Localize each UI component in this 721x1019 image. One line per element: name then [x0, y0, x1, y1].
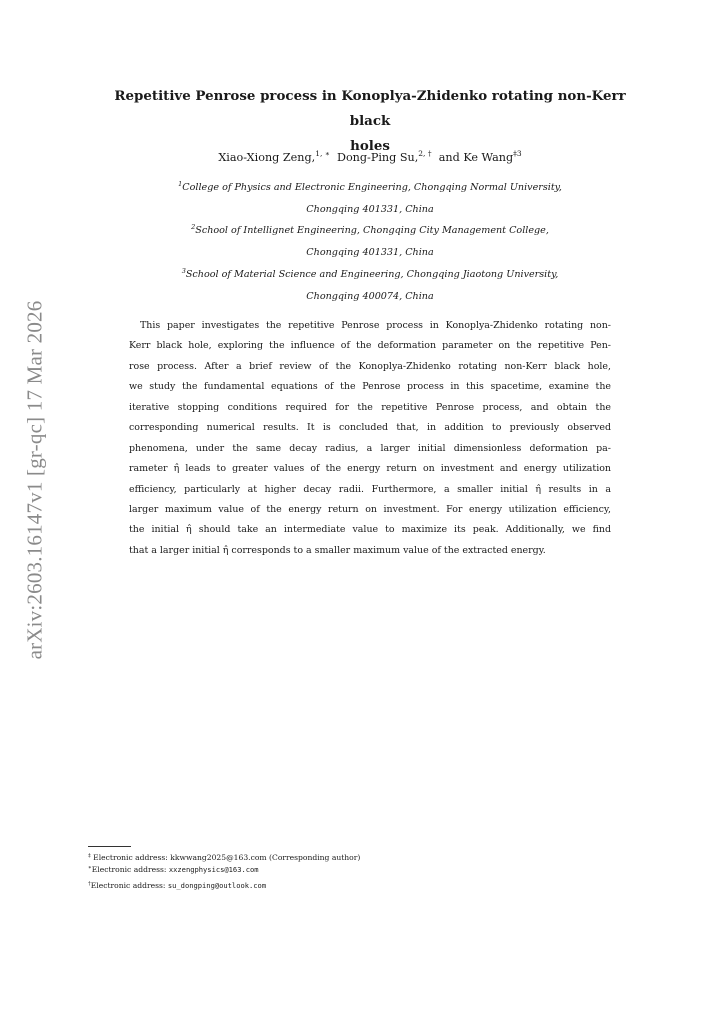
affiliation-line: Chongqing 401331, China — [306, 203, 434, 215]
abstract-line: Kerr black hole, exploring the influence of the deformation parameter on the repetitive Pen- — [129, 340, 611, 352]
footnote-label: Electronic address: — [91, 865, 167, 874]
email-link[interactable]: su_dongping@outlook.com — [167, 881, 267, 890]
footnote — [88, 852, 360, 864]
affiliation-mark: 2 — [191, 223, 196, 232]
affiliation-line: $^2$School of Intellignet Engineering, Chongqing City Management College, — [191, 223, 549, 237]
affiliation-line: $^3$School of Material Science and Engineering, Chongqing Jiaotong University, — [181, 266, 559, 280]
abstract-line: This paper investigates the repetitive Penrose process in Konoplya-Zhidenko rotating non- — [140, 320, 611, 331]
abstract-line: that a larger initial η̂ corresponds to a smaller maximum value of the extracted energy. — [129, 544, 546, 556]
footnote-label: Electronic address: — [93, 853, 168, 862]
abstract-line: larger maximum value of the energy return on investment. For energy utilization efficiency, — [129, 503, 611, 515]
email-link[interactable]: xxzengphysics@163.com — [168, 865, 259, 874]
abstract-line: rameter η̂ leads to greater values of the energy return on investment and energy utilization — [129, 463, 611, 475]
abstract-line: the initial η̂ should take an intermediate value to maximize its peak. Additionally, we find — [129, 524, 611, 536]
footnote — [88, 864, 259, 876]
title-line-2: holes — [350, 138, 390, 154]
paper-title — [100, 84, 640, 159]
footnote — [88, 880, 266, 892]
author-connector: and — [438, 151, 460, 164]
author-name: Xiao-Xiong Zeng, — [218, 151, 316, 164]
footnote-mark: ∗ — [88, 865, 92, 871]
author-mark: 1, ∗ — [315, 149, 330, 158]
author-mark: 2, † — [418, 149, 432, 158]
abstract-line: corresponding numerical results. It is concluded that, in addition to previously observed — [129, 422, 611, 434]
affiliation-mark: 1 — [178, 180, 183, 188]
abstract-line: phenomena, under the same decay radius, a larger initial dimensionless deformation pa- — [129, 442, 611, 454]
affiliation-line: Chongqing 400074, China — [306, 290, 434, 302]
footnote-mark: ‡ — [88, 853, 91, 859]
footnote-note: (Corresponding author) — [269, 853, 361, 862]
footnote-label: Electronic address: — [90, 881, 166, 890]
arxiv-stamp — [20, 300, 50, 660]
author-name: Ke Wang — [463, 151, 514, 164]
author-mark: ‡3 — [513, 149, 522, 158]
footnote-mark: † — [88, 881, 91, 887]
abstract-line: iterative stopping conditions required for the repetitive Penrose process, and obtain the — [129, 401, 611, 413]
footnote-rule — [88, 846, 131, 847]
abstract-line: we study the fundamental equations of the Penrose process in this spacetime, examine the — [129, 381, 611, 393]
author-list — [100, 150, 640, 166]
affiliation-line: $^1$College of Physics and Electronic Engineering, Chongqing Normal University, — [178, 180, 562, 193]
affiliations — [100, 177, 640, 307]
author-name: Dong-Ping Su, — [336, 151, 419, 164]
abstract — [129, 316, 611, 561]
arxiv-identifier: arXiv:2603.16147v1 [gr-qc] 17 Mar 2026 — [22, 300, 47, 660]
abstract-line: rose process. After a brief review of the Konoplya-Zhidenko rotating non-Kerr black hole, — [129, 360, 611, 372]
abstract-line: efficiency, particularly at higher decay radii. Furthermore, a smaller initial η̂ results in a — [129, 483, 611, 495]
affiliation-mark: 3 — [181, 266, 186, 275]
affiliation-line: Chongqing 401331, China — [306, 247, 434, 259]
email-link[interactable]: kkwwang2025@163.com — [170, 853, 267, 862]
title-line-1: Repetitive Penrose process in Konoplya-Zhidenko rotating non-Kerr black — [114, 88, 626, 129]
